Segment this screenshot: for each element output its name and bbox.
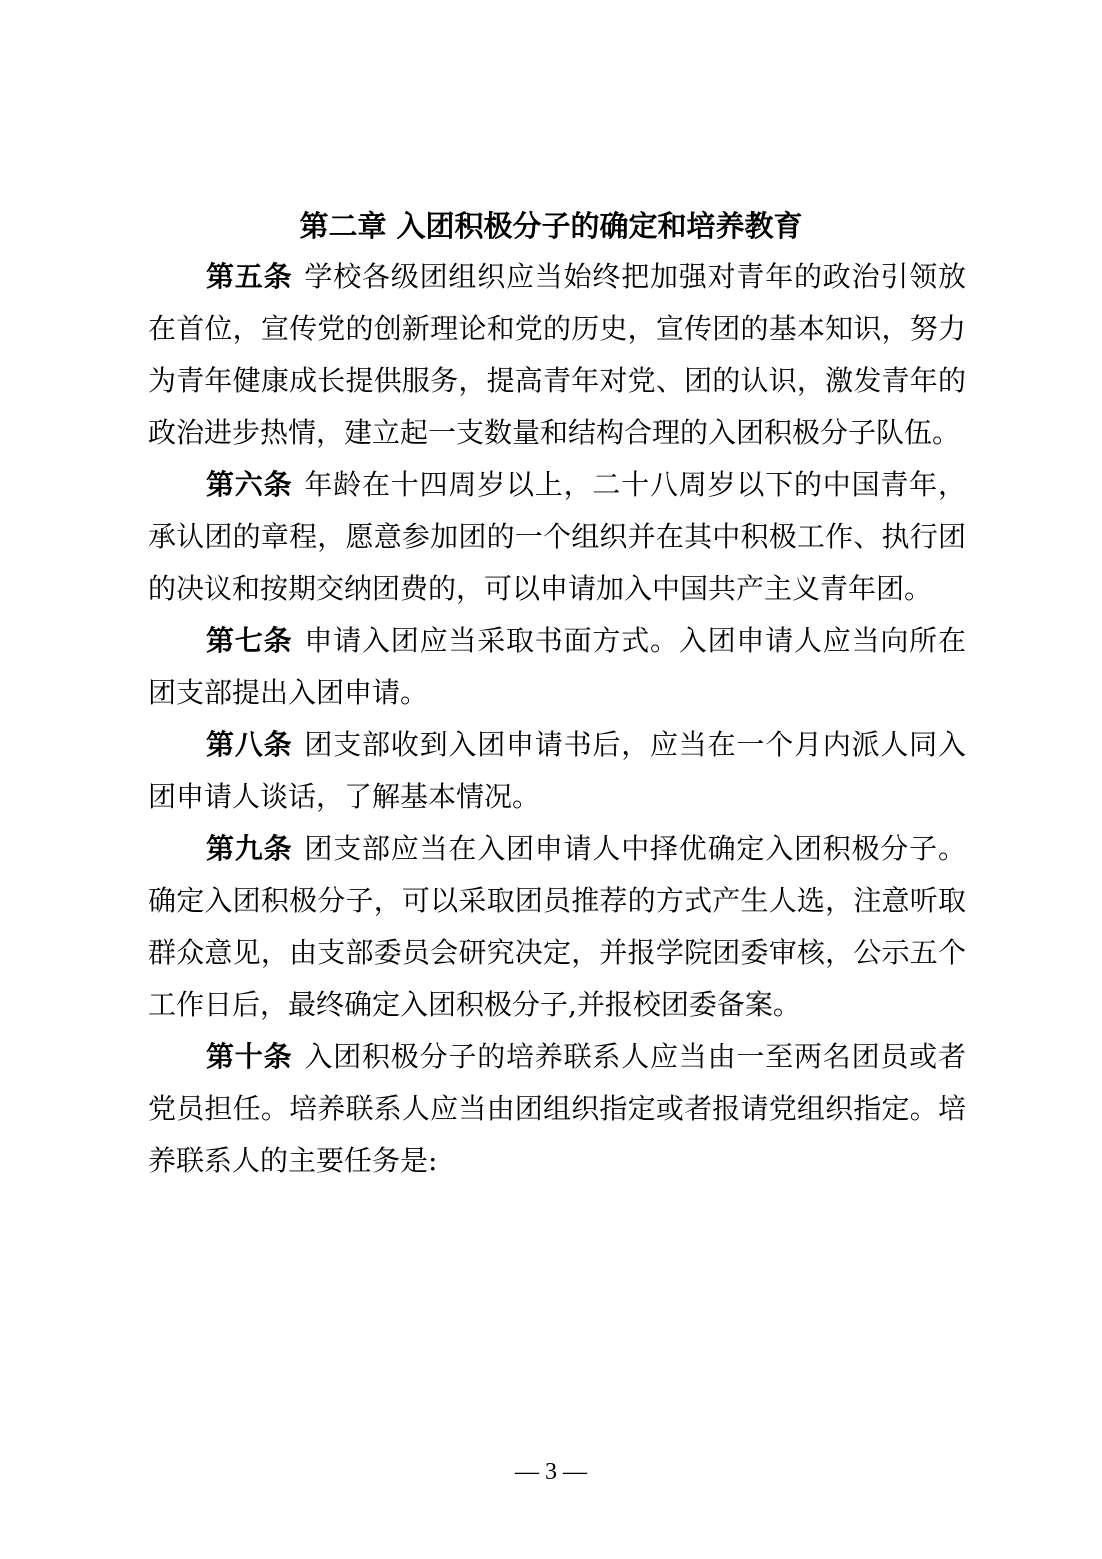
article-number: 第八条 (206, 728, 293, 761)
article-number: 第九条 (206, 832, 293, 865)
article-7 (148, 615, 966, 719)
article-text: 年龄在十四周岁以上，二十八周岁以下的中国青年，承认团的章程，愿意参加团的一个组织并在其中积极工作、执行团的决议和按期交纳团费的，可以申请加入中国共产主义青年团。 (148, 468, 966, 605)
chapter-title: 第二章 入团积极分子的确定和培养教育 (299, 209, 803, 243)
article-5 (148, 251, 966, 459)
article-8 (148, 719, 966, 823)
article-number: 第五条 (206, 260, 293, 293)
article-10 (148, 1031, 966, 1187)
article-text: 申请入团应当采取书面方式。入团申请人应当向所在团支部提出入团申请。 (148, 624, 966, 709)
article-number: 第七条 (206, 624, 293, 657)
document-body (148, 251, 966, 1187)
article-6 (148, 459, 966, 615)
article-text: 团支部应当在入团申请人中择优确定入团积极分子。确定入团积极分子，可以采取团员推荐的方式产生人选，注意听取群众意见，由支部委员会研究决定，并报学院团委审核，公示五个工作日后，最终确定入团积极分子,并报校团委备案。 (148, 832, 966, 1021)
article-number: 第十条 (206, 1040, 293, 1073)
page-number: — 3 — (515, 1459, 587, 1485)
article-text: 入团积极分子的培养联系人应当由一至两名团员或者党员担任。培养联系人应当由团组织指定或者报请党组织指定。培养联系人的主要任务是: (148, 1040, 966, 1177)
article-text: 团支部收到入团申请书后，应当在一个月内派人同入团申请人谈话，了解基本情况。 (148, 728, 966, 813)
article-9 (148, 823, 966, 1031)
article-text: 学校各级团组织应当始终把加强对青年的政治引领放在首位，宣传党的创新理论和党的历史，宣传团的基本知识，努力为青年健康成长提供服务，提高青年对党、团的认识，激发青年的政治进步热情，建立起一支数量和结构合理的入团积极分子队伍。 (148, 260, 966, 449)
article-number: 第六条 (206, 468, 293, 501)
